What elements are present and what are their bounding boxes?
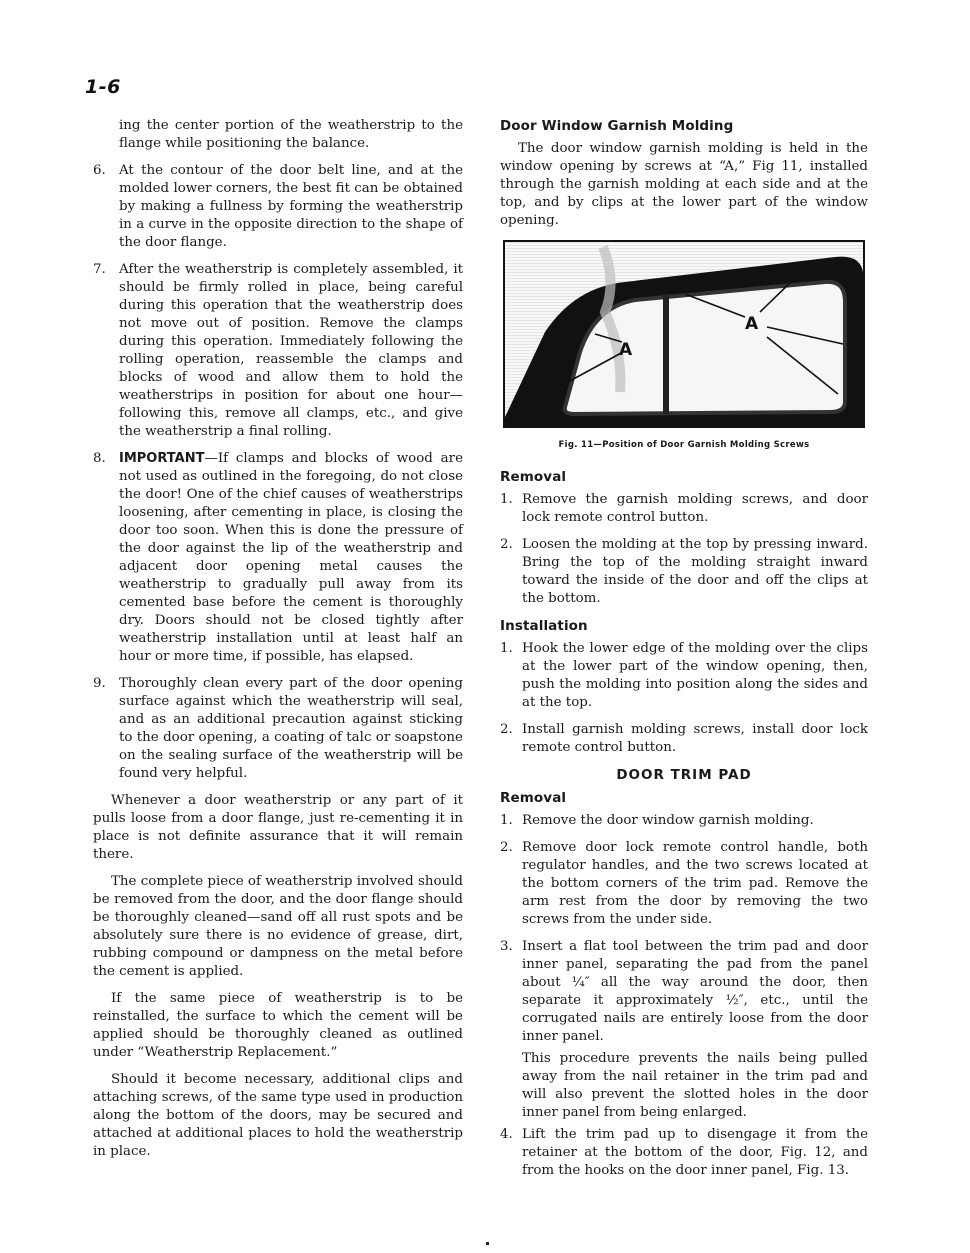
figure-11	[500, 240, 868, 454]
trim-pad-procedure-note: This procedure prevents the nails being pulled away from the nail retainer in the trim pad and will also prevent the slotted holes in the door inner panel from being enlarged.	[522, 1051, 868, 1120]
step-text: At the contour of the door belt line, and at the molded lower corners, the best fit can be obtained by making a fullness by forming the weatherstrip in a curve in the opposite direction to the shape of the door flange.	[119, 163, 463, 250]
step-8	[93, 450, 463, 666]
door-window-illustration-icon	[505, 242, 865, 428]
step-number: 3.	[500, 939, 513, 954]
step-text: Install garnish molding screws, install door lock remote control button.	[522, 722, 868, 755]
step-6	[93, 162, 463, 252]
step-text: Thoroughly clean every part of the door opening surface against which the weatherstrip will seal, and as an additional precaution against sticking to the door opening, a coating of talc or soapstone on the sealing surface of the weatherstrip will be found very helpful.	[119, 676, 463, 781]
garnish-removal-heading: Removal	[500, 469, 567, 485]
continuation-text: ing the center portion of the weatherstrip to the flange while positioning the balance.	[119, 118, 463, 151]
left-column	[93, 117, 463, 1170]
garnish-removal-step-2	[500, 536, 868, 608]
step-number: 9.	[93, 676, 106, 691]
step-text: Remove the door window garnish molding.	[522, 813, 814, 828]
step-text: Loosen the molding at the top by pressing inward. Bring the top of the molding straight inward toward the inside of the door and off the clips at the bottom.	[522, 537, 868, 606]
garnish-removal-step-1	[500, 491, 868, 527]
step-number: 1.	[500, 813, 513, 828]
trim-pad-removal-step-2	[500, 839, 868, 929]
step-number: 6.	[93, 163, 106, 178]
trim-pad-removal-step-4	[500, 1126, 868, 1180]
garnish-installation-step-1	[500, 640, 868, 712]
step-number: 8.	[93, 451, 106, 466]
door-window-photo	[503, 240, 865, 428]
step-7	[93, 261, 463, 441]
step-text: After the weatherstrip is completely assembled, it should be firmly rolled in place, being careful during this operation that the weatherstrip does not move out of position. Remove the clamps during this operation. Immediately following the rolling operation, reassemble the clamps and blocks of wood and allow them to hold the weatherstrips in position for about one hour—following this, remove all clamps, etc., and give the weatherstrip a final rolling.	[119, 262, 463, 439]
garnish-intro: The door window garnish molding is held in the window opening by screws at “A,” Fig 11, installed through the garnish molding at each side and at the top, and by clips at the lower part of the window opening.	[500, 141, 868, 228]
page-mark	[486, 1242, 489, 1245]
step-text: Insert a flat tool between the trim pad and door inner panel, separating the pad from the panel about ¼″ all the way around the door, then separate it approximately ½″, etc., until the corrugated nails are entirely loose from the door inner panel.	[522, 939, 868, 1044]
step-number: 4.	[500, 1127, 513, 1142]
section-title-garnish-molding: Door Window Garnish Molding	[500, 118, 734, 134]
garnish-installation-step-2	[500, 721, 868, 757]
garnish-installation-heading: Installation	[500, 618, 588, 634]
trim-pad-removal-step-3	[500, 938, 868, 1046]
step-number: 2.	[500, 537, 513, 552]
step-number: 2.	[500, 722, 513, 737]
step-number: 1.	[500, 641, 513, 656]
figure-caption: Fig. 11—Position of Door Garnish Molding Screws	[558, 440, 810, 450]
step-number: 2.	[500, 840, 513, 855]
paragraph-additional-clips: Should it become necessary, additional clips and attaching screws, of the same type used in production along the bottom of the doors, may be secured and attached at additional places to hold the weatherstrip in place.	[93, 1072, 463, 1159]
step-number: 7.	[93, 262, 106, 277]
step-text: —If clamps and blocks of wood are not used as outlined in the foregoing, do not close the door! One of the chief causes of weatherstrips loosening, after cementing in place, is closing the door too soon. When this is done the pressure of the door against the lip of the weatherstrip and adjacent door opening metal causes the weatherstrip to gradually pull away from its cemented base before the cement is thoroughly dry. Doors should not be closed tightly after weatherstrip installation until at least half an hour or more time, if possible, has elapsed.	[119, 451, 463, 664]
step-text: Lift the trim pad up to disengage it from the retainer at the bottom of the door, Fig. 12, and from the hooks on the door inner panel, Fig. 13.	[522, 1127, 868, 1178]
step-text: Remove the garnish molding screws, and door lock remote control button.	[522, 492, 868, 525]
page-number: 1-6	[85, 76, 121, 98]
important-label: IMPORTANT	[119, 451, 205, 466]
step-text: Remove door lock remote control handle, both regulator handles, and the two screws located at the bottom corners of the trim pad. Remove the arm rest from the door by removing the two screws from the under side.	[522, 840, 868, 927]
section-title-door-trim-pad: DOOR TRIM PAD	[616, 767, 752, 783]
paragraph-reinstall: If the same piece of weatherstrip is to be reinstalled, the surface to which the cement will be applied should be thoroughly cleaned as outlined under “Weatherstrip Replacement.”	[93, 991, 463, 1060]
right-column	[500, 117, 868, 1189]
paragraph-cleaning: The complete piece of weatherstrip involved should be removed from the door, and the door flange should be thoroughly cleaned—sand off all rust spots and be absolutely sure there is no evidence of grease, dirt, rubbing compound or dampness on the metal before the cement is applied.	[93, 874, 463, 979]
svg-text:A: A	[745, 314, 759, 334]
trim-pad-removal-step-1	[500, 812, 868, 830]
step-text: Hook the lower edge of the molding over the clips at the lower part of the window opening, then, push the molding into position along the sides and at the top.	[522, 641, 868, 710]
trim-pad-removal-heading: Removal	[500, 790, 567, 806]
step-9	[93, 675, 463, 783]
svg-text:A: A	[619, 340, 633, 360]
step-number: 1.	[500, 492, 513, 507]
paragraph-recementing: Whenever a door weatherstrip or any part of it pulls loose from a door flange, just re-cementing it in place is not definite assurance that it will remain there.	[93, 793, 463, 862]
